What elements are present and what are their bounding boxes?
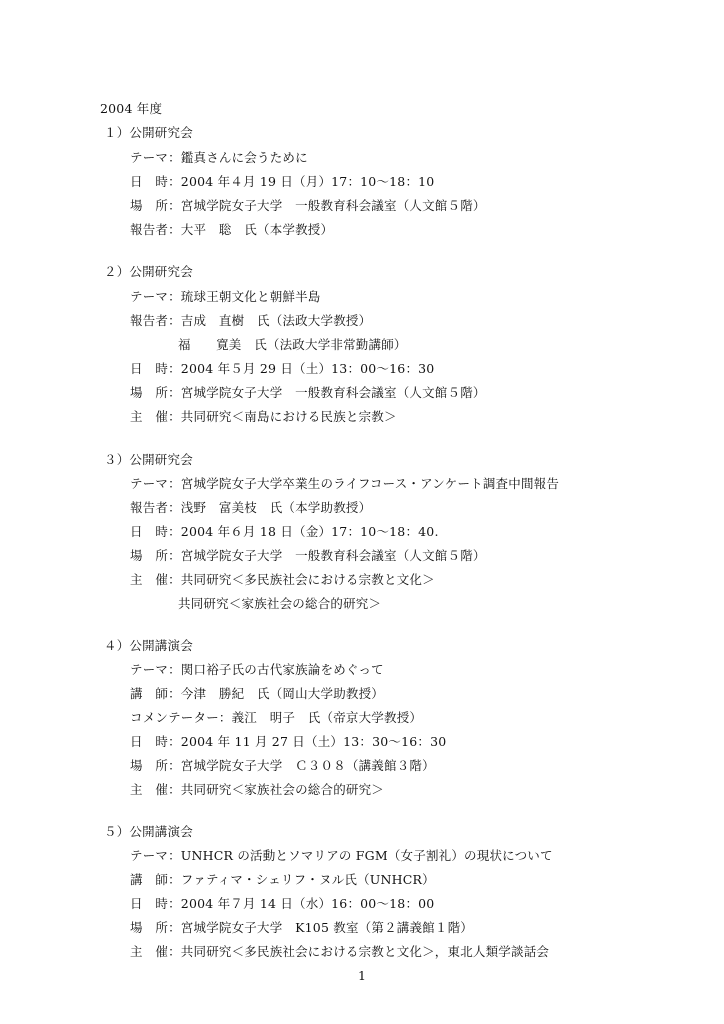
page-number: 1 (358, 968, 366, 983)
organizer-continuation-line: 共同研究＜家族社会の総合的研究＞ (178, 596, 382, 611)
presenter-continuation-line: 福 寛美 氏（法政大学非常勤講師） (178, 337, 407, 352)
venue-line: 場 所：宮城学院女子大学 一般教育科会議室（人文館５階） (130, 385, 486, 400)
venue-line: 場 所：宮城学院女子大学 一般教育科会議室（人文館５階） (130, 548, 486, 563)
organizer-line: 主 催：共同研究＜南島における民族と宗教＞ (130, 409, 397, 424)
venue-line: 場 所：宮城学院女子大学 K105 教室（第２講義館１階） (130, 920, 473, 935)
lecturer-line: 講 師：今津 勝紀 氏（岡山大学助教授） (130, 686, 385, 701)
presenter-line: 報告者：浅野 富美枝 氏（本学助教授） (130, 500, 372, 515)
organizer-line: 主 催：共同研究＜多民族社会における宗教と文化＞，東北人類学談話会 (130, 944, 550, 959)
section-heading: ４）公開講演会 (104, 638, 193, 653)
theme-line: テーマ：琉球王朝文化と朝鮮半島 (130, 289, 321, 304)
organizer-line: 主 催：共同研究＜多民族社会における宗教と文化＞ (130, 572, 435, 587)
datetime-line: 日 時：2004 年５月 29 日（土）13：00〜16：30 (130, 361, 435, 376)
section-heading: ５）公開講演会 (104, 824, 193, 839)
section-heading: ２）公開研究会 (104, 264, 193, 279)
theme-line: テーマ：宮城学院女子大学卒業生のライフコース・アンケート調査中間報告 (130, 476, 560, 491)
theme-line: テーマ：関口裕子氏の古代家族論をめぐって (130, 662, 384, 677)
commentator-line: コメンテーター：義江 明子 氏（帝京大学教授） (130, 710, 423, 725)
section-heading: ３）公開研究会 (104, 452, 193, 467)
datetime-line: 日 時：2004 年４月 19 日（月）17：10〜18：10 (130, 174, 435, 189)
presenter-line: 報告者：大平 聡 氏（本学教授） (130, 222, 334, 237)
section-heading: １）公開研究会 (104, 125, 193, 140)
presenter-line: 報告者：吉成 直樹 氏（法政大学教授） (130, 313, 372, 328)
theme-line: テーマ：鑑真さんに会うために (130, 150, 308, 165)
year-heading: 2004 年度 (100, 101, 163, 116)
datetime-line: 日 時：2004 年６月 18 日（金）17：10〜18：40. (130, 524, 439, 539)
theme-line: テーマ：UNHCR の活動とソマリアの FGM（女子割礼）の現状について (130, 848, 553, 863)
venue-line: 場 所：宮城学院女子大学 Ｃ３０８（講義館３階） (130, 758, 435, 773)
organizer-line: 主 催：共同研究＜家族社会の総合的研究＞ (130, 782, 385, 797)
venue-line: 場 所：宮城学院女子大学 一般教育科会議室（人文館５階） (130, 198, 486, 213)
datetime-line: 日 時：2004 年 11 月 27 日（土）13：30〜16：30 (130, 734, 447, 749)
datetime-line: 日 時：2004 年７月 14 日（水）16：00〜18：00 (130, 896, 435, 911)
lecturer-line: 講 師：ファティマ・シェリフ・ヌル氏（UNHCR） (130, 872, 435, 887)
